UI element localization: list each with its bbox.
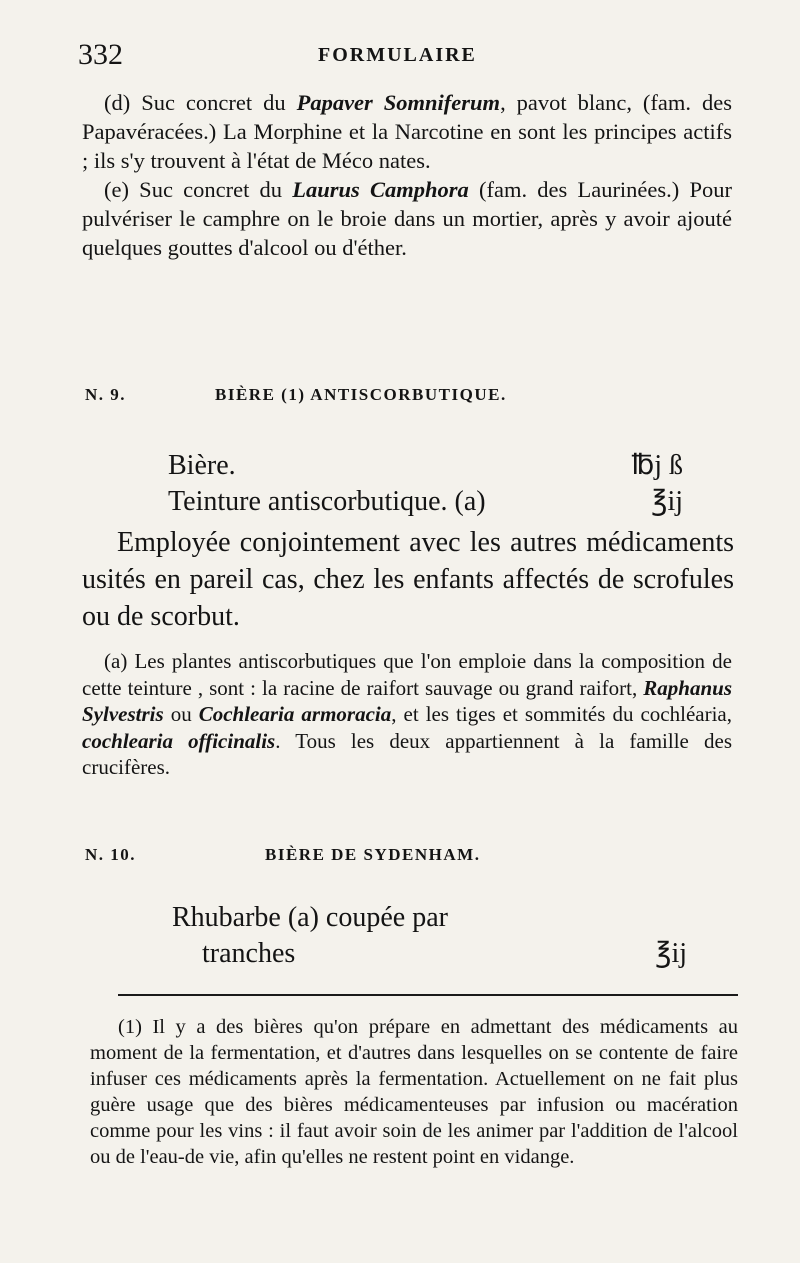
ingredient-row [168, 448, 683, 484]
recipe-9-usage: Employée conjointement avec les autres médicaments usités en pareil cas, chez les enfants affectés de scrofules ou de scorbut. [82, 527, 734, 632]
note-e [82, 175, 732, 262]
ingredient-row [172, 936, 687, 972]
note-d-latin: Papaver Somniferum [296, 90, 501, 115]
ingredient-row [168, 484, 683, 520]
recipe-9-number: N. 9. [85, 385, 127, 404]
ingredient-quantity: ℥ij [651, 486, 683, 517]
page-header [78, 38, 733, 78]
note-d-marker: (d) [104, 90, 131, 115]
note-d [82, 88, 732, 175]
recipe-10-ingredients [172, 900, 687, 972]
recipe-9-ingredients [168, 448, 683, 520]
note-a-latin: Cochlearia armoracia [198, 702, 392, 726]
footnote-1: (1) Il y a des bières qu'on prépare en admettant des médicaments au moment de la fermentation, et d'autres dans lesquelles on se contente de faire infuser ces médicaments après la fermentation. Actuellement on ne fait plus guère usage que des bières médicamenteuses par infusion ou macération comme pour les vins : il faut avoir soin de les animer par l'addition de l'alcool ou de l'eau-de vie, afin qu'elles ne restent point en vidange. [90, 1016, 738, 1168]
ingredient-quantity: ℔j ß [631, 450, 683, 481]
recipe-9-note [82, 648, 732, 781]
ingredient-quantity: ℥ij [655, 938, 687, 969]
recipe-9-heading [85, 385, 735, 405]
ingredient-name: Bière. [168, 450, 236, 481]
note-a-latin: Raphanus Sylvestris [82, 675, 732, 726]
note-e-part: Suc concret du [128, 177, 293, 202]
note-e-latin: Laurus Camphora [292, 177, 469, 202]
ingredient-name: Rhubarbe (a) coupée par [172, 902, 448, 933]
note-e-part: (fam. des Laurinées.) Pour pulvériser le camphre on le broie dans un mortier, après y avoir ajouté quelques gouttes d'alcool ou d'éther. [82, 177, 732, 260]
recipe-10-number: N. 10. [85, 845, 137, 864]
page-number: 332 [78, 38, 123, 71]
note-d-part: Suc concret du [130, 90, 297, 115]
note-d-part: , pavot blanc, (fam. des Papavéracées.) La Morphine et la Narcotine en sont les principes actifs ; ils s'y trouvent à l'état de Méco nates. [82, 90, 732, 173]
recipe-9-title: BIÈRE (1) ANTISCORBUTIQUE. [215, 385, 507, 404]
ingredient-name: Teinture antiscorbutique. (a) [168, 486, 486, 517]
note-a-part: . Tous les deux appartiennent à la famille des crucifères. [82, 728, 732, 779]
note-a-part: Les plantes antiscorbutiques que l'on emploie dans la composition de cette teinture , sont : la racine de raifort sauvage ou grand raifort, [82, 649, 732, 700]
running-title: FORMULAIRE [318, 44, 477, 66]
note-a-part: , et les tiges et sommités du cochléaria, [391, 702, 732, 726]
ingredient-row [172, 900, 687, 936]
note-a-marker: (a) [104, 649, 128, 673]
note-a [82, 648, 732, 781]
note-a-latin: cochlearia officinalis [82, 728, 276, 753]
recipe-10-title: BIÈRE DE SYDENHAM. [265, 845, 481, 864]
note-e-marker: (e) [104, 177, 129, 202]
recipe-10-heading [85, 845, 735, 865]
footnote-rule [118, 994, 738, 996]
ingredient-name-continued: tranches [202, 938, 296, 969]
notes-top [82, 88, 732, 262]
note-a-part: ou [163, 702, 199, 726]
